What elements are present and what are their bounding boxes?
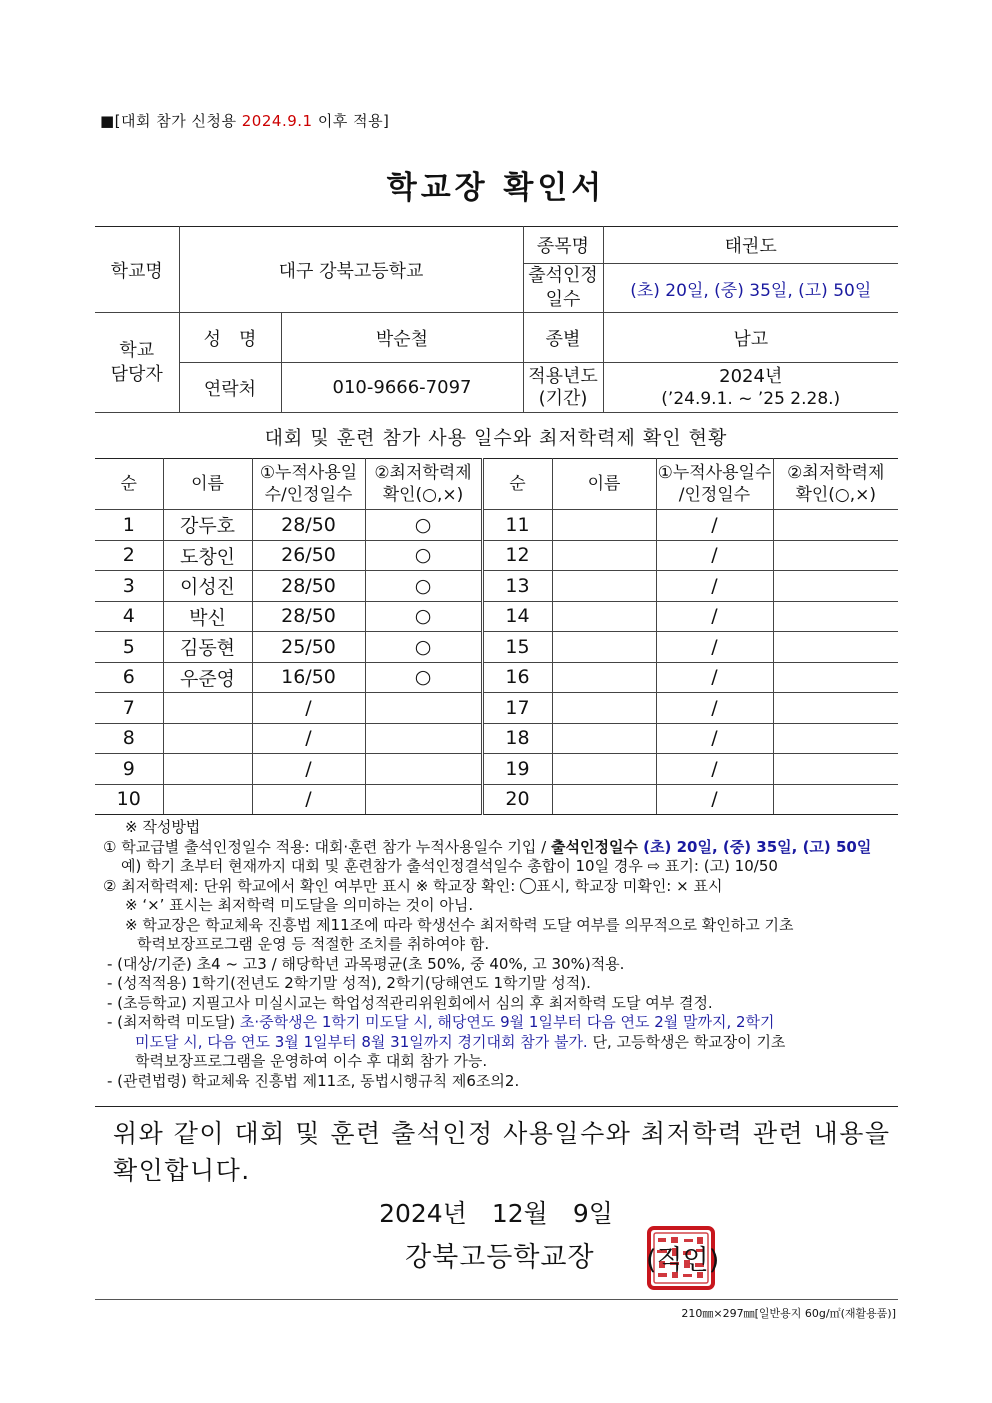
row-days-2: / [656, 662, 773, 693]
row-check-2 [773, 601, 898, 632]
col-days-2: ①누적사용일수 /인정일수 [656, 459, 773, 510]
row-no: 2 [95, 540, 163, 571]
row-name: 강두호 [163, 510, 252, 541]
row-no: 1 [95, 510, 163, 541]
row-check-2 [773, 571, 898, 602]
note-2-sub-2b: 학력보장프로그램 운영 등 적절한 조치를 취하여야 함. [137, 935, 490, 953]
row-name-2 [552, 510, 656, 541]
row-check-2 [773, 693, 898, 724]
sport-value: 태권도 [603, 227, 898, 264]
participation-table [95, 458, 898, 815]
row-days-2: / [656, 632, 773, 663]
row-days-2: / [656, 601, 773, 632]
row-days: 25/50 [252, 632, 365, 663]
note-2-sub-1: ※ ‘×’ 표시는 최저학력 미도달을 의미하는 것이 아님. [125, 896, 474, 914]
row-no-2: 14 [482, 601, 552, 632]
row-no: 5 [95, 632, 163, 663]
row-no-2: 13 [482, 571, 552, 602]
row-no-2: 15 [482, 632, 552, 663]
row-days: / [252, 784, 365, 815]
table-row [95, 754, 898, 785]
row-name: 박신 [163, 601, 252, 632]
row-name: 우준영 [163, 662, 252, 693]
table-row [95, 540, 898, 571]
row-name [163, 723, 252, 754]
row-days-2: / [656, 571, 773, 602]
instructions [103, 818, 903, 1091]
detail-unmet-text: 단, 고등학생은 학교장이 기초 [587, 1032, 786, 1051]
row-check [365, 784, 482, 815]
row-days-2: / [656, 723, 773, 754]
row-no: 8 [95, 723, 163, 754]
detail-unmet-3: 학력보장프로그램을 운영하여 이수 후 대회 참가 가능. [135, 1052, 488, 1070]
table-row [95, 693, 898, 724]
row-name-2 [552, 632, 656, 663]
row-no-2: 19 [482, 754, 552, 785]
col-no-2: 순 [482, 459, 552, 510]
row-days-2: / [656, 510, 773, 541]
staff-label: 학교 담당자 [95, 313, 179, 413]
row-no-2: 17 [482, 693, 552, 724]
note-1-example: 예) 학기 초부터 현재까지 대회 및 훈련참가 출석인정결석일수 총합이 10일 경우 ⇨ 표기: (고) 10/50 [121, 857, 778, 875]
row-check-2 [773, 510, 898, 541]
document-title: 학교장 확인서 [386, 170, 606, 206]
col-check-2: ②최저학력제 확인(○,×) [773, 459, 898, 510]
note-1 [103, 838, 903, 858]
divider [95, 1106, 898, 1107]
table-row [95, 510, 898, 541]
row-no: 6 [95, 662, 163, 693]
period-value: (’24.9.1. ~ ’25 2.28.) [661, 388, 841, 409]
row-no: 9 [95, 754, 163, 785]
row-days-2: / [656, 693, 773, 724]
row-check [365, 754, 482, 785]
row-name: 이성진 [163, 571, 252, 602]
detail-grades: - (성적적용) 1학기(전년도 2학기말 성적), 2학기(당해연도 1학기말 성적). [107, 974, 591, 992]
row-name-2 [552, 540, 656, 571]
days-label: 출석인정 일수 [523, 264, 603, 313]
row-check: ○ [365, 601, 482, 632]
table-row [95, 632, 898, 663]
contact-label: 연락처 [179, 363, 281, 413]
row-no-2: 11 [482, 510, 552, 541]
note-2-text-b: 표시, 학교장 미확인: × 표시 [536, 876, 723, 895]
header-note-suffix: 이후 적용] [312, 112, 390, 130]
row-check: ○ [365, 540, 482, 571]
issue-date: 2024년 12월 9일 [379, 1199, 613, 1228]
school-label: 학교명 [95, 227, 179, 313]
row-check-2 [773, 723, 898, 754]
row-name: 도창인 [163, 540, 252, 571]
notes-heading: ※ 작성방법 [125, 818, 201, 836]
school-info-table [95, 226, 898, 413]
row-days-2: / [656, 540, 773, 571]
table-row [95, 784, 898, 815]
row-name-2 [552, 754, 656, 785]
row-name [163, 754, 252, 785]
row-days-2: / [656, 784, 773, 815]
header-note-prefix: ■[대회 참가 신청용 [100, 112, 242, 130]
row-name-2 [552, 662, 656, 693]
contact-value: 010-9666-7097 [281, 363, 523, 413]
row-no: 10 [95, 784, 163, 815]
row-check [365, 693, 482, 724]
note-2-sub-2a: ※ 학교장은 학교체육 진흥법 제11조에 따라 학생선수 최저학력 도달 여부를 의무적으로 확인하고 기초 [125, 915, 794, 934]
row-days: 16/50 [252, 662, 365, 693]
note-1-days: (초) 20일, (중) 35일, (고) 50일 [637, 837, 872, 856]
school-value: 대구 강북고등학교 [179, 227, 523, 313]
col-no: 순 [95, 459, 163, 510]
col-name: 이름 [163, 459, 252, 510]
row-name [163, 784, 252, 815]
row-name: 김동현 [163, 632, 252, 663]
note-1-bold: 출석인정일수 [550, 837, 638, 856]
row-days: / [252, 693, 365, 724]
note-2 [103, 877, 903, 897]
row-check [365, 723, 482, 754]
principal-title: 강북고등학교장 [405, 1242, 595, 1273]
row-days: / [252, 723, 365, 754]
row-no-2: 20 [482, 784, 552, 815]
seal-label: (직인) [646, 1245, 720, 1276]
sport-label: 종목명 [523, 227, 603, 264]
paper-spec: 210㎜×297㎜[일반용지 60g/㎡(재활용품)] [681, 1307, 896, 1320]
row-no-2: 16 [482, 662, 552, 693]
section-title: 대회 및 훈련 참가 사용 일수와 최저학력제 확인 현황 [264, 427, 728, 449]
footer-divider [95, 1299, 898, 1300]
table-row [95, 662, 898, 693]
row-name-2 [552, 571, 656, 602]
row-days-2: / [656, 754, 773, 785]
detail-unmet-blue: 초·중학생은 1학기 미도달 시, 해당연도 9월 1일부터 다음 연도 2월 말까지, 2학기 [239, 1013, 775, 1031]
row-name-2 [552, 601, 656, 632]
name-value: 박순철 [281, 313, 523, 363]
row-name-2 [552, 693, 656, 724]
note-1-text: ① 학교급별 출석인정일수 적용: 대회·훈련 참가 누적사용일수 기입 / [103, 837, 551, 856]
row-check: ○ [365, 571, 482, 602]
row-days: 28/50 [252, 571, 365, 602]
detail-unmet-2 [103, 1033, 903, 1053]
year-cell [603, 363, 898, 413]
header-note-date: 2024.9.1 [241, 112, 313, 130]
detail-elementary: - (초등학교) 지필고사 미실시교는 학업성적관리위원회에서 심의 후 최저학력 도달 여부 결정. [107, 993, 713, 1012]
row-name [163, 693, 252, 724]
col-days: ①누적사용일 수/인정일수 [252, 459, 365, 510]
row-no-2: 12 [482, 540, 552, 571]
row-check-2 [773, 754, 898, 785]
name-label: 성 명 [179, 313, 281, 363]
row-check: ○ [365, 662, 482, 693]
row-no: 4 [95, 601, 163, 632]
detail-unmet [103, 1013, 903, 1033]
detail-unmet-label: - (최저학력 미도달) [107, 1013, 240, 1031]
row-days: 26/50 [252, 540, 365, 571]
row-name-2 [552, 784, 656, 815]
row-check-2 [773, 540, 898, 571]
type-value: 남고 [603, 313, 898, 363]
note-2-text: ② 최저학력제: 단위 학교에서 확인 여부만 표시 ※ 학교장 확인: [103, 876, 521, 895]
table-row [95, 723, 898, 754]
row-check-2 [773, 632, 898, 663]
detail-unmet-blue-2: 미도달 시, 다음 연도 3월 1일부터 8월 31일까지 경기대회 참가 불가. [135, 1032, 588, 1051]
row-name-2 [552, 723, 656, 754]
row-days: 28/50 [252, 510, 365, 541]
row-no: 3 [95, 571, 163, 602]
row-days: 28/50 [252, 601, 365, 632]
detail-law: - (관련법령) 학교체육 진흥법 제11조, 동법시행규칙 제6조의2. [107, 1071, 520, 1090]
type-label: 종별 [523, 313, 603, 363]
row-days: / [252, 754, 365, 785]
row-no: 7 [95, 693, 163, 724]
row-no-2: 18 [482, 723, 552, 754]
year-value: 2024년 [719, 365, 783, 387]
col-name-2: 이름 [552, 459, 656, 510]
col-check: ②최저학력제 확인(○,×) [365, 459, 482, 510]
confirmation-text: 위와 같이 대회 및 훈련 출석인정 사용일수와 최저학력 관련 내용을 확인합니다. [113, 1119, 891, 1185]
detail-target: - (대상/기준) 초4 ~ 고3 / 해당학년 과목평균(초 50%, 중 40%, 고 30%)적용. [107, 954, 625, 973]
row-check: ○ [365, 510, 482, 541]
year-label: 적용년도 (기간) [523, 363, 603, 413]
header-note [100, 110, 389, 131]
days-value: (초) 20일, (중) 35일, (고) 50일 [603, 264, 898, 313]
table-row [95, 571, 898, 602]
row-check: ○ [365, 632, 482, 663]
row-check-2 [773, 662, 898, 693]
circle-mark-icon [520, 878, 536, 894]
table-row [95, 601, 898, 632]
row-check-2 [773, 784, 898, 815]
